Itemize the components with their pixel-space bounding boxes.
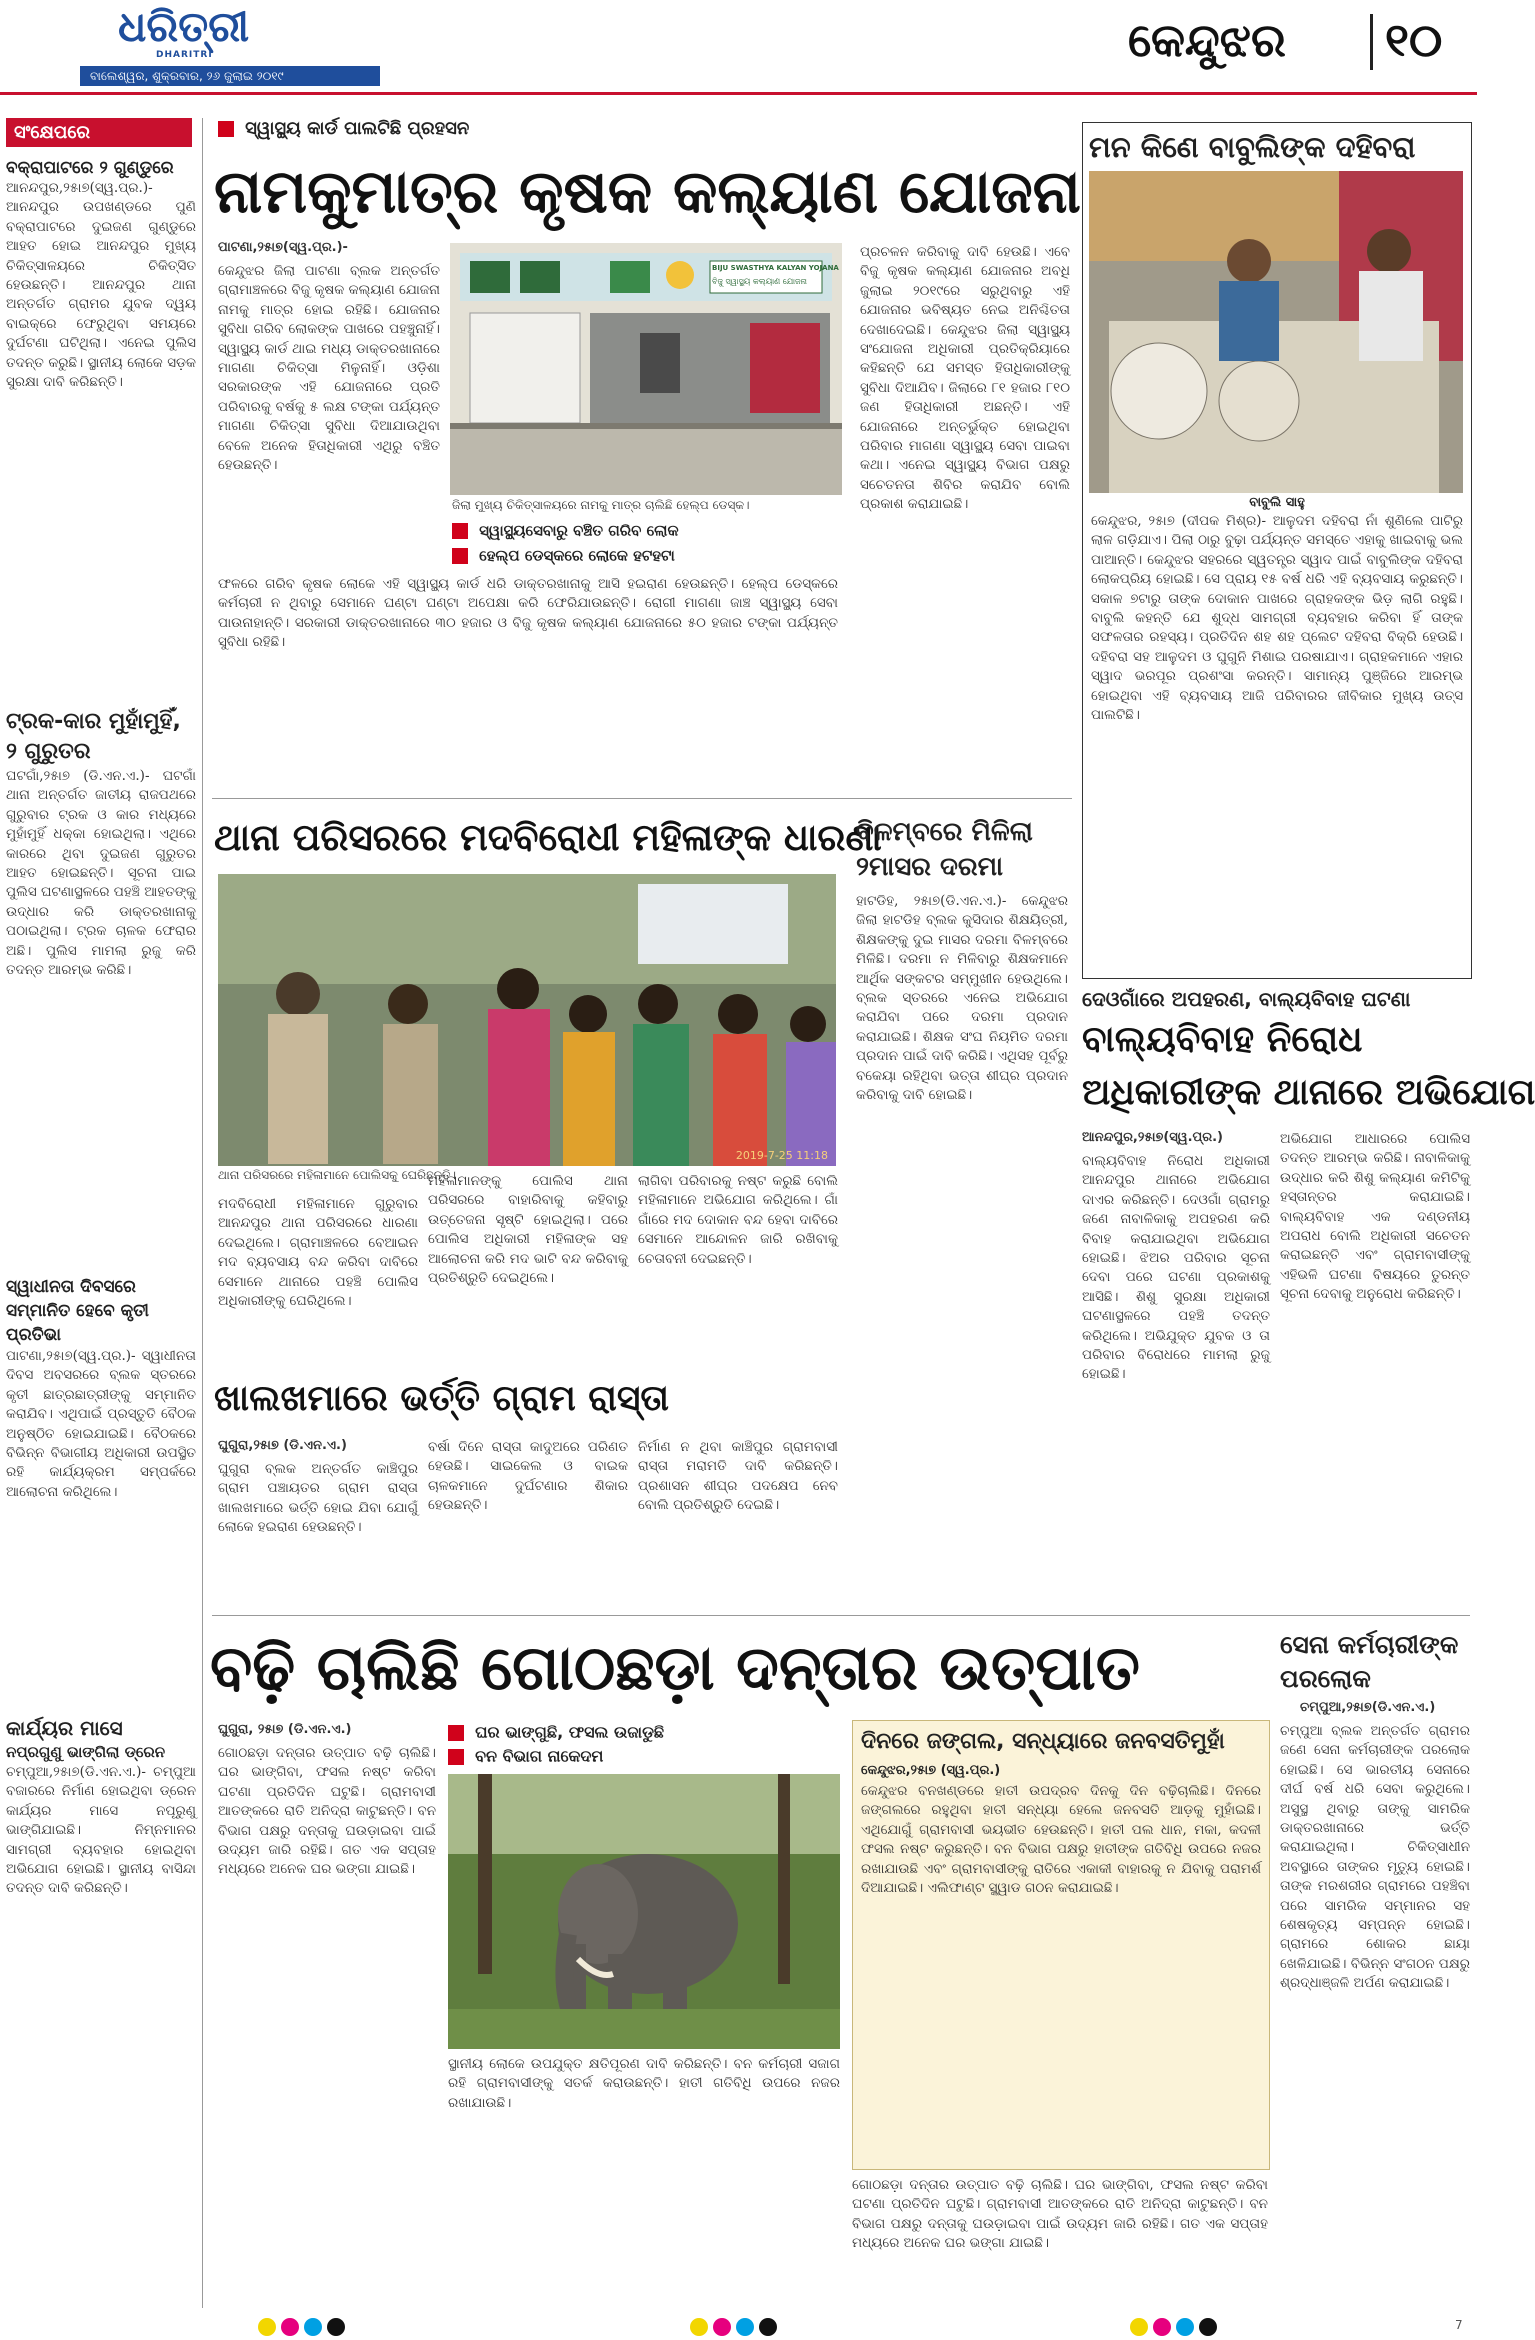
brief-text-4: ଚମ୍ପୁଆ,୨୫ା୭(ଡି.ଏନ.ଏ.)- ଚମ୍ପୁଆ ବଜାରରେ ନିର୍ମାଣ ହୋଇଥିବା ଡ୍ରେନ କାର୍ଯ୍ୟର ମାସେ ନପୂରୁଣୁ ଭାଙ୍ଗିଯାଇଛି। ନିମ୍ନମାନର ସାମଗ୍ରୀ ବ୍ୟବହାର ହୋଇଥିବା ଅଭିଯୋଗ ହୋଇଛି। ସ୍ଥାନୀୟ ବାସିନ୍ଦା ତଦନ୍ତ ଦାବି କରିଛନ୍ତି।: [6, 1764, 196, 1897]
main-story-kicker: [218, 118, 718, 144]
helpdesk-sign-left: BIJU SWASTHYA KALYAN YOJANA: [712, 264, 839, 272]
elephant-sub1-text: ଘର ଭାଙ୍ଗୁଛି, ଫସଲ ଉଜାଡୁଛି: [475, 1722, 665, 1742]
dharna-col1: ମଦବିରୋଧୀ ମହିଳାମାନେ ଗୁରୁବାର ଆନନ୍ଦପୁର ଥାନା ପରିସରରେ ଧାରଣା ଦେଇଥିଲେ। ଗ୍ରାମାଞ୍ଚଳରେ ବେଆଇନ ମଦ ବ୍ୟବସାୟ ବନ୍ଦ କରିବା ଦାବିରେ ସେମାନେ ଥାନାରେ ପହଞ୍ଚି ପୋଲିସ ଅଧିକାରୀଙ୍କୁ ଘେରିଥିଲେ।: [218, 1196, 418, 1310]
marriage-kicker: ଦେଓଗାଁରେ ଅପହରଣ, ବାଲ୍ୟବିବାହ ଘଟଣା: [1082, 987, 1411, 1011]
salary-text: ହାଟଡିହ, ୨୫ା୭(ଡି.ଏନ.ଏ.)- କେନ୍ଦୁଝର ଜିଲା ହାଟଡିହ ବ୍ଲକ କୁସିଦାର ଶିକ୍ଷୟିତ୍ରୀ, ଶିକ୍ଷକଙ୍କୁ ଦୁଇ ମାସର ଦରମା ବିଳମ୍ବରେ ମିଳିଛି। ଦରମା ନ ମିଳିବାରୁ ଶିକ୍ଷକମାନେ ଆର୍ଥିକ ସଙ୍କଟର ସମ୍ମୁଖୀନ ହେଉଥିଲେ। ବ୍ଲକ ସ୍ତରରେ ଏନେଇ ଅଭିଯୋଗ କରାଯିବା ପରେ ଦରମା ପ୍ରଦାନ କରାଯାଇଛି। ଶିକ୍ଷକ ସଂଘ ନିୟମିତ ଦରମା ପ୍ରଦାନ ପାଇଁ ଦାବି କରିଛି। ଏଥିସହ ପୂର୍ବରୁ ବକେୟା ରହିଥିବା ଭତ୍ତା ଶୀଘ୍ର ପ୍ରଦାନ କରିବାକୁ ଦାବି ହୋଇଛି।: [856, 893, 1068, 1104]
masthead: [0, 0, 1477, 115]
road-dateline: ଘୁଗୁରା,୨୫ା୭ (ଡି.ଏନ.ଏ.): [218, 1438, 347, 1453]
brief-headline-4: କାର୍ଯ୍ୟର ମାସେ: [6, 1716, 123, 1740]
salary-headline-1: ବିଳମ୍ବରେ ମିଳିଲା: [856, 817, 1033, 847]
helpdesk-sign-right: ବିଜୁ ସ୍ୱାସ୍ଥ୍ୟ କଲ୍ୟାଣ ଯୋଜନା: [712, 277, 807, 286]
yellow-dot: [1130, 2318, 1148, 2336]
elephant-headline: ବଢ଼ି ଚାଲିଛି ଗୋଠଛଡ଼ା ଦନ୍ତାର ଉତ୍ପାତ: [210, 1631, 1140, 1704]
sub1-square: [452, 523, 468, 539]
elephant-sub1: [448, 1722, 848, 1744]
sub2-square: [452, 548, 468, 564]
main-story-headline: ନାମକୁମାତ୍ର କୃଷକ କଲ୍ୟାଣ ଯୋଜନା: [214, 157, 1081, 227]
elephant-col3: ଗୋଠଛଡ଼ା ଦନ୍ତାର ଉତ୍ପାତ ବଢ଼ି ଚାଲିଛି। ଘର ଭାଙ୍ଗିବା, ଫସଲ ନଷ୍ଟ କରିବା ଘଟଣା ପ୍ରତିଦିନ ଘଟୁଛି। ଗ୍ରାମବାସୀ ଆତଙ୍କରେ ରାତି ଅନିଦ୍ରା କାଟୁଛନ୍ତି। ବନ ବିଭାଗ ପକ୍ଷରୁ ଦନ୍ତାକୁ ଘଉଡ଼ାଇବା ପାଇଁ ଉଦ୍ୟମ ଜାରି ରହିଛି। ଗତ ଏକ ସପ୍ତାହ ମଧ୍ୟରେ ଅନେକ ଘର ଭଙ୍ଗା ଯାଇଛି।: [852, 2177, 1268, 2252]
marriage-headline-1: ବାଲ୍ୟବିବାହ ନିରୋଧ: [1082, 1019, 1363, 1060]
elephant-photo: [448, 1774, 840, 2049]
elephant-sub2-text: ବନ ବିଭାଗ ନାକେଦମ: [475, 1746, 604, 1766]
brief-text-1: ଆନନ୍ଦପୁର,୨୫ା୭(ସ୍ୱ.ପ୍ର.)-ଆନନ୍ଦପୁର ଉପଖଣ୍ଡରେ ପୁଣି ବକ୍ରାପାଟରେ ଦୁଇଜଣ ଗୁଣ୍ଡୁରେ ଆହତ ହୋଇ ଆନନ୍ଦପୁର ମୁଖ୍ୟ ଚିକିତ୍ସାଳୟରେ ଚିକିତ୍ସିତ ହେଉଛନ୍ତି। ଆନନ୍ଦପୁର ଥାନା ଅନ୍ତର୍ଗତ ଗ୍ରାମର ଯୁବକ ଦ୍ୱୟ ବାଇକ୍‌ରେ ଫେରୁଥିବା ସମୟରେ ଦୁର୍ଘଟଣା ଘଟିଥିଲା। ଏନେଇ ପୁଲିସ ତଦନ୍ତ କରୁଛି। ସ୍ଥାନୀୟ ଲୋକେ ସଡ଼କ ସୁରକ୍ଷା ଦାବି କରିଛନ୍ତି।: [6, 180, 196, 391]
marriage-col1: ବାଲ୍ୟବିବାହ ନିରୋଧ ଅଧିକାରୀ ଆନନ୍ଦପୁର ଥାନାରେ ଅଭିଯୋଗ ଦାଏର କରିଛନ୍ତି। ଦେଓଗାଁ ଗ୍ରାମରୁ ଜଣେ ନାବାଳିକାକୁ ଅପହରଣ କରି ବିବାହ କରାଯାଇଥିବା ଅଭିଯୋଗ ହୋଇଛି। ଝିଅର ପରିବାର ସୂଚନା ଦେବା ପରେ ଘଟଣା ପ୍ରକାଶକୁ ଆସିଛି। ଶିଶୁ ସୁରକ୍ଷା ଅଧିକାରୀ ଘଟଣାସ୍ଥଳରେ ପହଞ୍ଚି ତଦନ୍ତ କରିଥିଲେ। ଅଭିଯୁକ୍ତ ଯୁବକ ଓ ତା ପରିବାର ବିରୋଧରେ ମାମଲା ରୁଜୁ ହୋଇଛି।: [1082, 1153, 1270, 1383]
masthead-divider: [1370, 14, 1373, 70]
elephant-dateline: ଘୁଗୁରା, ୨୫ା୭ (ଡି.ଏନ.ଏ.): [218, 1722, 352, 1737]
registration-dots-center: [690, 2318, 777, 2340]
brief-text-2: ଘଟଗାଁ,୨୫ା୭ (ଡି.ଏନ.ଏ.)- ଘଟଗାଁ ଥାନା ଅନ୍ତର୍ଗତ ଜାତୀୟ ରାଜପଥରେ ଗୁରୁବାର ଟ୍ରକ ଓ କାର ମଧ୍ୟରେ ମୁହାଁମୁହିଁ ଧକ୍କା ହୋଇଥିଲା। ଏଥିରେ କାରରେ ଥିବା ଦୁଇଜଣ ଗୁରୁତର ଆହତ ହୋଇଛନ୍ତି। ସୂଚନା ପାଇ ପୁଲିସ ଘଟଣାସ୍ଥଳରେ ପହଞ୍ଚି ଆହତଙ୍କୁ ଉଦ୍ଧାର କରି ଡାକ୍ତରଖାନାକୁ ପଠାଇଥିଲା। ଟ୍ରକ ଚାଳକ ଫେରାର ଅଛି। ପୁଲିସ ମାମଲା ରୁଜୁ କରି ତଦନ୍ତ ଆରମ୍ଭ କରିଛି।: [6, 768, 196, 979]
main-story-sub2: [452, 545, 842, 567]
elephant-sub2-square: [448, 1749, 464, 1765]
main-story-col1: କେନ୍ଦୁଝର ଜିଲା ପାଟଣା ବ୍ଲକ ଅନ୍ତର୍ଗତ ଗ୍ରାମାଞ୍ଚଳରେ ବିଜୁ କୃଷକ କଲ୍ୟାଣ ଯୋଜନା ନାମକୁ ମାତ୍ର ହୋଇ ରହିଛି। ଯୋଜନାର ସୁବିଧା ଗରିବ ଲୋକଙ୍କ ପାଖରେ ପହଞ୍ଚୁନାହିଁ। ସ୍ୱାସ୍ଥ୍ୟ କାର୍ଡ ଥାଇ ମଧ୍ୟ ଡାକ୍ତରଖାନାରେ ମାଗଣା ଚିକିତ୍ସା ମିଳୁନାହିଁ। ଓଡ଼ିଶା ସରକାରଙ୍କ ଏହି ଯୋଜନାରେ ପ୍ରତି ପରିବାରକୁ ବର୍ଷକୁ ୫ ଲକ୍ଷ ଟଙ୍କା ପର୍ଯ୍ୟନ୍ତ ମାଗଣା ଚିକିତ୍ସା ସୁବିଧା ଦିଆଯାଉଥିବା ବେଳେ ଅନେକ ହିତାଧିକାରୀ ଏଥିରୁ ବଞ୍ଚିତ ହେଉଛନ୍ତି।: [218, 263, 440, 474]
road-col3: ନିର୍ମାଣ ନ ଥିବା କାଞ୍ଚିପୁର ଗ୍ରାମବାସୀ ରାସ୍ତା ମରାମତି ଦାବି କରିଛନ୍ତି। ପ୍ରଶାସନ ଶୀଘ୍ର ପଦକ୍ଷେପ ନେବ ବୋଲି ପ୍ରତିଶ୍ରୁତି ଦେଇଛି।: [638, 1439, 838, 1514]
elephant-sub2: [448, 1746, 848, 1768]
magenta-dot: [1153, 2318, 1171, 2336]
army-dateline: ଚମ୍ପୁଆ,୨୫ା୭(ଡି.ଏନ.ଏ.): [1300, 1700, 1436, 1715]
dahibara-photo-graphic: [1089, 171, 1463, 493]
elephant-col2: ସ୍ଥାନୀୟ ଲୋକେ ଉପଯୁକ୍ତ କ୍ଷତିପୂରଣ ଦାବି କରିଛନ୍ତି। ବନ କର୍ମଚାରୀ ସଜାଗ ରହି ଗ୍ରାମବାସୀଙ୍କୁ ସତର୍କ କରାଉଛନ୍ତି। ହାତୀ ଗତିବିଧି ଉପରେ ନଜର ରଖାଯାଉଛି।: [448, 2056, 840, 2111]
dharna-headline: ଥାନା ପରିସରରେ ମଦବିରୋଧୀ ମହିଳାଙ୍କ ଧାରଣା: [214, 816, 882, 859]
cyan-dot: [1176, 2318, 1194, 2336]
main-story-kicker-text: ସ୍ୱାସ୍ଥ୍ୟ କାର୍ଡ ପାଲଟିଛି ପ୍ରହସନ: [245, 118, 470, 139]
dharna-photo-graphic: [218, 874, 836, 1166]
road-col2: ବର୍ଷା ଦିନେ ରାସ୍ତା କାଦୁଅରେ ପରିଣତ ହେଉଛି। ସାଇକେଲ ଓ ବାଇକ ଚାଳକମାନେ ଦୁର୍ଘଟଣାର ଶିକାର ହେଉଛନ୍ତି।: [428, 1439, 628, 1514]
cyan-dot: [304, 2318, 322, 2336]
dharna-col3: ଲାଗିବା ପରିବାରକୁ ନଷ୍ଟ କରୁଛି ବୋଲି ମହିଳାମାନେ ଅଭିଯୋଗ କରିଥିଲେ। ଗାଁ ଗାଁରେ ମଦ ଦୋକାନ ବନ୍ଦ ହେବା ଦାବିରେ ସେମାନେ ଆନ୍ଦୋଳନ ଜାରି ରଖିବାକୁ ଚେତାବନୀ ଦେଇଛନ୍ତି।: [638, 1173, 838, 1267]
dharna-photo-timestamp: 2019-7-25 11:18: [735, 1149, 828, 1162]
issue-dateline: [80, 66, 380, 86]
section-title: କେନ୍ଦୁଝର: [1128, 13, 1286, 67]
main-story-bottom-rule: [212, 798, 1072, 799]
black-dot: [327, 2318, 345, 2336]
elephant-photo-graphic: [448, 1774, 840, 2049]
brief-text-3: ପାଟଣା,୨୫ା୭(ସ୍ୱ.ପ୍ର.)- ସ୍ୱାଧୀନତା ଦିବସ ଅବସରରେ ବ୍ଲକ ସ୍ତରରେ କୃତୀ ଛାତ୍ରଛାତ୍ରୀଙ୍କୁ ସମ୍ମାନିତ କରାଯିବ। ଏଥିପାଇଁ ପ୍ରସ୍ତୁତି ବୈଠକ ଅନୁଷ୍ଠିତ ହୋଇଯାଇଛି। ବୈଠକରେ ବିଭିନ୍ନ ବିଭାଗୀୟ ଅଧିକାରୀ ଉପସ୍ଥିତ ରହି କାର୍ଯ୍ୟକ୍ରମ ସମ୍ପର୍କରେ ଆଲୋଚନା କରିଥିଲେ।: [6, 1348, 196, 1500]
jungle-box: [852, 1720, 1270, 2170]
black-dot: [1199, 2318, 1217, 2336]
magenta-dot: [281, 2318, 299, 2336]
logo-subtitle: DHARITRI: [156, 50, 213, 60]
kicker-square: [218, 121, 234, 137]
dharna-col2: ମହିଳାମାନଙ୍କୁ ପୋଲିସ ଥାନା ପରିସରରେ ବାହାରିବାକୁ କହିବାରୁ ଉତ୍ତେଜନା ସୃଷ୍ଟି ହୋଇଥିଲା। ପରେ ପୋଲିସ ଅଧିକାରୀ ମହିଳାଙ୍କ ସହ ଆଲୋଚନା କରି ମଦ ଭାଟି ବନ୍ଦ କରିବାକୁ ପ୍ରତିଶ୍ରୁତି ଦେଇଥିଲେ।: [428, 1173, 628, 1287]
briefs-divider: [202, 118, 203, 2308]
masthead-rule: [0, 92, 1477, 95]
photo-story-headline: ମନ କିଣେ ବାବୁଲିଙ୍କ ଦହିବରା: [1089, 130, 1416, 164]
logo-text: ଧରିତ୍ରୀ: [118, 2, 250, 51]
yellow-dot: [690, 2318, 708, 2336]
jungle-box-text: କେନ୍ଦୁଝର ବନଖଣ୍ଡରେ ହାତୀ ଉପଦ୍ରବ ଦିନକୁ ଦିନ ବଢ଼ିଚାଲିଛି। ଦିନରେ ଜଙ୍ଗଲରେ ରହୁଥିବା ହାତୀ ସନ୍ଧ୍ୟା ହେଲେ ଜନବସତି ଆଡ଼କୁ ମୁହାଁଇଛି। ଏଥିଯୋଗୁଁ ଗ୍ରାମବାସୀ ଭୟଭୀତ ହେଉଛନ୍ତି। ହାତୀ ପଲ ଧାନ, ମକା, କଦଳୀ ଫସଲ ନଷ୍ଟ କରୁଛନ୍ତି। ବନ ବିଭାଗ ପକ୍ଷରୁ ହାତୀଙ୍କ ଗତିବିଧି ଉପରେ ନଜର ରଖାଯାଉଛି ଏବଂ ଗ୍ରାମବାସୀଙ୍କୁ ରାତିରେ ଏକାକୀ ବାହାରକୁ ନ ଯିବାକୁ ପରାମର୍ଶ ଦିଆଯାଇଛି। ଏଲିଫାଣ୍ଟ ସ୍କ୍ୱାଡ ଗଠନ କରାଯାଇଛି।: [861, 1783, 1261, 1897]
marriage-headline-2: ଅଧିକାରୀଙ୍କ ଥାନାରେ ଅଭିଯୋଗ: [1082, 1072, 1535, 1113]
photo-story-text: କେନ୍ଦୁଝର, ୨୫ା୭ (ଦୀପକ ମିଶ୍ର)- ଆଳୁଦମ ଦହିବରା ନାଁ ଶୁଣିଲେ ପାଟିରୁ ଲାଳ ଗଡ଼ିଯାଏ। ପିଲା ଠାରୁ ବୁଢ଼ା ପର୍ଯ୍ୟନ୍ତ ସମସ୍ତେ ଏହାକୁ ଖାଇବାକୁ ଭଲ ପାଆନ୍ତି। କେନ୍ଦୁଝର ସହରରେ ସ୍ୱତନ୍ତ୍ର ସ୍ୱାଦ ପାଇଁ ବାବୁଲିଙ୍କ ଦହିବରା ଲୋକପ୍ରିୟ ହୋଇଛି। ସେ ପ୍ରାୟ ୧୫ ବର୍ଷ ଧରି ଏହି ବ୍ୟବସାୟ କରୁଛନ୍ତି। ସକାଳ ୭ଟାରୁ ତାଙ୍କ ଦୋକାନ ପାଖରେ ଗ୍ରାହକଙ୍କ ଭିଡ଼ ଲାଗି ରହୁଛି। ବାବୁଲି କହନ୍ତି ଯେ ଶୁଦ୍ଧ ସାମଗ୍ରୀ ବ୍ୟବହାର କରିବା ହିଁ ତାଙ୍କ ସଫଳତାର ରହସ୍ୟ। ପ୍ରତିଦିନ ଶହ ଶହ ପ୍ଲେଟ ଦହିବରା ବିକ୍ରି ହେଉଛି। ଦହିବରା ସହ ଆଳୁଦମ ଓ ଘୁଗୁନି ମିଶାଇ ପରଷାଯାଏ। ଗ୍ରାହକମାନେ ଏହାର ସ୍ୱାଦ ଭରପୂର ପ୍ରଶଂସା କରନ୍ତି। ସାମାନ୍ୟ ପୁଞ୍ଜିରେ ଆରମ୍ଭ ହୋଇଥିବା ଏହି ବ୍ୟବସାୟ ଆଜି ପରିବାରର ଜୀବିକାର ମୁଖ୍ୟ ଉତ୍ସ ପାଲଟିଛି।: [1091, 513, 1463, 724]
main-story-dateline: ପାଟଣା,୨୫ା୭(ସ୍ୱ.ପ୍ର.)-: [218, 240, 348, 255]
dahibara-photo: [1089, 171, 1463, 493]
briefs-column: [6, 118, 196, 2318]
page-number: ୧୦: [1385, 13, 1443, 67]
main-story-sub1: [452, 520, 842, 542]
elephant-col1: ଗୋଠଛଡ଼ା ଦନ୍ତାର ଉତ୍ପାତ ବଢ଼ି ଚାଲିଛି। ଘର ଭାଙ୍ଗିବା, ଫସଲ ନଷ୍ଟ କରିବା ଘଟଣା ପ୍ରତିଦିନ ଘଟୁଛି। ଗ୍ରାମବାସୀ ଆତଙ୍କରେ ରାତି ଅନିଦ୍ରା କାଟୁଛନ୍ତି। ବନ ବିଭାଗ ପକ୍ଷରୁ ଦନ୍ତାକୁ ଘଉଡ଼ାଇବା ପାଇଁ ଉଦ୍ୟମ ଜାରି ରହିଛି। ଗତ ଏକ ସପ୍ତାହ ମଧ୍ୟରେ ଅନେକ ଘର ଭଙ୍ଗା ଯାଇଛି।: [218, 1745, 436, 1878]
dharna-photo-caption: ଥାନା ପରିସରରେ ମହିଳାମାନେ ପୋଲିସକୁ ଘେରିଛନ୍ତି।: [218, 1168, 456, 1182]
helpdesk-photo-caption: ଜିଲା ମୁଖ୍ୟ ଚିକିତ୍ସାଳୟରେ ନାମକୁ ମାତ୍ର ଚାଲିଛି ହେଲ୍ପ ଡେସ୍କ।: [452, 498, 750, 512]
main-story-col3: ପ୍ରଚଳନ କରିବାକୁ ଦାବି ହେଉଛି। ଏବେ ବିଜୁ କୃଷକ କଲ୍ୟାଣ ଯୋଜନାର ଅବଧି ଜୁଲାଇ ୨୦୧୯ରେ ସରୁଥିବାରୁ ଏହି ଯୋଜନାର ଭବିଷ୍ୟତ ନେଇ ଅନିଶ୍ଚିତତା ଦେଖାଦେଇଛି। କେନ୍ଦୁଝର ଜିଲା ସ୍ୱାସ୍ଥ୍ୟ ସଂଯୋଜନା ଅଧିକାରୀ ପ୍ରତିକ୍ରିୟାରେ କହିଛନ୍ତି ଯେ ସମସ୍ତ ହିତାଧିକାରୀଙ୍କୁ ସୁବିଧା ଦିଆଯିବ। ଜିଲାରେ ୮୧ ହଜାର ୮୧୦ ଜଣ ହିତାଧିକାରୀ ଅଛନ୍ତି। ଏହି ଯୋଜନାରେ ଅନ୍ତର୍ଭୁକ୍ତ ହୋଇଥିବା ପରିବାର ମାଗଣା ସ୍ୱାସ୍ଥ୍ୟ ସେବା ପାଇବା କଥା। ଏନେଇ ସ୍ୱାସ୍ଥ୍ୟ ବିଭାଗ ପକ୍ଷରୁ ସଚେତନତା ଶିବିର କରାଯିବ ବୋଲି ପ୍ରକାଶ କରାଯାଇଛି।: [860, 244, 1070, 513]
road-headline: ଖାଲଖମାରେ ଭର୍ତ୍ତି ଗ୍ରାମ ରାସ୍ତା: [214, 1378, 670, 1419]
yellow-dot: [258, 2318, 276, 2336]
briefs-label-text: ସଂକ୍ଷେପରେ: [14, 122, 91, 143]
registration-dots-right: [1130, 2318, 1217, 2340]
elephant-sub1-square: [448, 1725, 464, 1741]
photo-story-box: [1082, 122, 1472, 979]
main-story-col2: ଫଳରେ ଗରିବ କୃଷକ ଲୋକେ ଏହି ସ୍ୱାସ୍ଥ୍ୟ କାର୍ଡ ଧରି ଡାକ୍ତରଖାନାକୁ ଆସି ହଇରାଣ ହେଉଛନ୍ତି। ହେଲ୍ପ ଡେସ୍କରେ କର୍ମଚାରୀ ନ ଥିବାରୁ ସେମାନେ ଘଣ୍ଟା ଘଣ୍ଟା ଅପେକ୍ଷା କରି ଫେରିଯାଉଛନ୍ତି। ରୋଗୀ ମାଗଣା ଜାଞ୍ଚ ସ୍ୱାସ୍ଥ୍ୟ ସେବା ପାଉନାହାନ୍ତି। ସରକାରୀ ଡାକ୍ତରଖାନାରେ ୩୦ ହଜାର ଓ ବିଜୁ କୃଷକ କଲ୍ୟାଣ ଯୋଜନାରେ ୫୦ ହଜାର ଟଙ୍କା ପର୍ଯ୍ୟନ୍ତ ସୁବିଧା ରହିଛି।: [218, 576, 838, 651]
main-story-sub1-text: ସ୍ୱାସ୍ଥ୍ୟସେବାରୁ ବଞ୍ଚିତ ଗରିବ ଲୋକ: [479, 521, 679, 540]
army-text: ଚମ୍ପୁଆ ବ୍ଲକ ଅନ୍ତର୍ଗତ ଗ୍ରାମର ଜଣେ ସେନା କର୍ମଚାରୀଙ୍କ ପରଲୋକ ହୋଇଛି। ସେ ଭାରତୀୟ ସେନାରେ ଦୀର୍ଘ ବର୍ଷ ଧରି ସେବା କରୁଥିଲେ। ଅସୁସ୍ଥ ଥିବାରୁ ତାଙ୍କୁ ସାମରିକ ଡାକ୍ତରଖାନାରେ ଭର୍ତ୍ତି କରାଯାଇଥିଲା। ଚିକିତ୍ସାଧୀନ ଅବସ୍ଥାରେ ତାଙ୍କର ମୃତ୍ୟୁ ହୋଇଛି। ତାଙ୍କ ମରଶରୀର ଗ୍ରାମରେ ପହଞ୍ଚିବା ପରେ ସାମରିକ ସମ୍ମାନର ସହ ଶେଷକୃତ୍ୟ ସମ୍ପନ୍ନ ହୋଇଛି। ଗ୍ରାମରେ ଶୋକର ଛାୟା ଖେଳିଯାଇଛି। ବିଭିନ୍ନ ସଂଗଠନ ପକ୍ଷରୁ ଶ୍ରଦ୍ଧାଞ୍ଜଳି ଅର୍ପଣ କରାଯାଇଛି।: [1280, 1723, 1470, 1992]
army-headline-2: ପରଲୋକ: [1280, 1664, 1371, 1693]
issue-dateline-text: ବାଲେଶ୍ୱର, ଶୁକ୍ରବାର, ୨୬ ଜୁଲାଇ ୨୦୧୯: [90, 69, 284, 83]
main-story-sub2-text: ହେଲ୍ପ ଡେସ୍କରେ ଲୋକେ ହଟହଟା: [479, 546, 675, 565]
mid-page-rule: [212, 1615, 1470, 1616]
jungle-box-headline: ଦିନରେ ଜଙ୍ଗଲ, ସନ୍ଧ୍ୟାରେ ଜନବସତିମୁହାଁ: [861, 1729, 1225, 1754]
jungle-box-dateline: କେନ୍ଦୁଝର,୨୫ା୭ (ସ୍ୱ.ପ୍ର.): [861, 1763, 1001, 1778]
cyan-dot: [736, 2318, 754, 2336]
briefs-label: [6, 118, 192, 147]
dahibara-photo-caption: ବାବୁଲି ସାହୁ: [1249, 495, 1305, 510]
salary-headline-2: ୨ମାସର ଦରମା: [856, 852, 1004, 882]
brief-headline-2: ଟ୍ରକ-କାର ମୁହାଁମୁହିଁ, ୨ ଗୁରୁତର: [6, 709, 181, 764]
road-col1: ଘୁଗୁରା ବ୍ଲକ ଅନ୍ତର୍ଗତ କାଞ୍ଚିପୁର ଗ୍ରାମ ପଞ୍ଚାୟତର ଗ୍ରାମ ରାସ୍ତା ଖାଲଖମାରେ ଭର୍ତ୍ତି ହୋଇ ଯିବା ଯୋଗୁଁ ଲୋକେ ହଇରାଣ ହେଉଛନ୍ତି।: [218, 1461, 418, 1536]
marriage-dateline: ଆନନ୍ଦପୁର,୨୫ା୭(ସ୍ୱ.ପ୍ର.): [1082, 1130, 1223, 1145]
magenta-dot: [713, 2318, 731, 2336]
army-headline-1: ସେନା କର୍ମଚାରୀଙ୍କ: [1280, 1630, 1459, 1659]
brief-headline-3: ସ୍ୱାଧୀନତା ଦିବସରେ ସମ୍ମାନିତ ହେବେ କୃତୀ ପ୍ରତିଭା: [6, 1277, 149, 1345]
brief-headline-1: ବକ୍ରାପାଟରେ ୨ ଗୁଣ୍ଡୁରେ: [6, 158, 174, 178]
logo: [118, 2, 318, 54]
marriage-col2: ଅଭିଯୋଗ ଆଧାରରେ ପୋଲିସ ତଦନ୍ତ ଆରମ୍ଭ କରିଛି। ନାବାଳିକାକୁ ଉଦ୍ଧାର କରି ଶିଶୁ କଲ୍ୟାଣ କମିଟିକୁ ହସ୍ତାନ୍ତର କରାଯାଇଛି। ବାଲ୍ୟବିବାହ ଏକ ଦଣ୍ଡନୀୟ ଅପରାଧ ବୋଲି ଅଧିକାରୀ ସଚେତନ କରାଇଛନ୍ତି ଏବଂ ଗ୍ରାମବାସୀଙ୍କୁ ଏହିଭଳି ଘଟଣା ବିଷୟରେ ତୁରନ୍ତ ସୂଚନା ଦେବାକୁ ଅନୁରୋଧ କରିଛନ୍ତି।: [1280, 1131, 1470, 1303]
footer-page-mark: 7: [1455, 2318, 1463, 2332]
footer-registration: [0, 2316, 1477, 2338]
dharna-photo: [218, 874, 836, 1166]
helpdesk-photo: [450, 243, 842, 495]
black-dot: [759, 2318, 777, 2336]
brief-headline-4b: ନପ୍ରଗୁଣୁ ଭାଙ୍ଗିଲା ଡ୍ରେନ: [6, 1743, 166, 1761]
registration-dots-left: [258, 2318, 345, 2340]
